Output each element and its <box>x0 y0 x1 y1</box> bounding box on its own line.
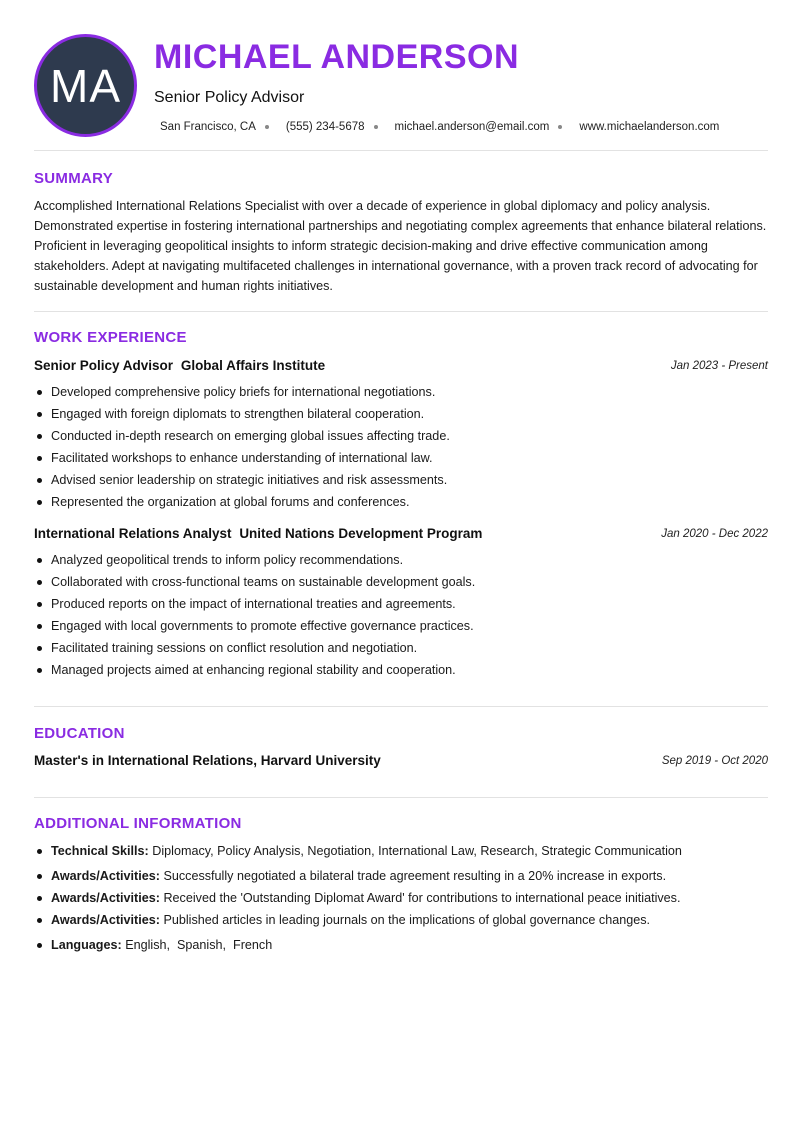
list-item <box>34 865 768 887</box>
info-label: Awards/Activities: <box>51 869 160 883</box>
job-header <box>34 526 768 544</box>
job-dates: Jan 2020 - Dec 2022 <box>661 528 768 540</box>
list-item: Represented the organization at global forums and conferences. <box>34 491 768 513</box>
avatar-initials: MA <box>50 59 121 112</box>
list-item <box>34 934 768 956</box>
info-text: Received the 'Outstanding Diplomat Award' for contributions to international peace initiatives. <box>163 891 681 905</box>
section-title-experience: WORK EXPERIENCE <box>34 329 187 346</box>
job-role: Senior Policy Advisor <box>34 358 174 373</box>
additional-info-list <box>34 840 768 956</box>
candidate-name: MICHAEL ANDERSON <box>154 38 520 76</box>
contact-website[interactable]: www.michaelanderson.com <box>579 121 720 133</box>
contact-phone: (555) 234-5678 <box>285 121 365 133</box>
job-bullets <box>34 549 768 681</box>
job-header <box>34 358 768 376</box>
list-item: Collaborated with cross-functional teams on sustainable development goals. <box>34 571 768 593</box>
job-organization: United Nations Development Program <box>239 526 483 541</box>
list-item: Facilitated workshops to enhance understanding of international law. <box>34 447 768 469</box>
job-dates: Jan 2023 - Present <box>670 360 768 372</box>
info-label: Languages: <box>51 938 122 952</box>
list-item: Managed projects aimed at enhancing regional stability and cooperation. <box>34 659 768 681</box>
education-degree: Master's in International Relations, Harvard University <box>34 753 381 768</box>
candidate-title: Senior Policy Advisor <box>154 89 305 106</box>
info-text: Diplomacy, Policy Analysis, Negotiation, International Law, Research, Strategic Communication <box>152 844 682 858</box>
job-organization: Global Affairs Institute <box>180 358 326 373</box>
separator-dot-icon <box>374 125 378 129</box>
contact-location: San Francisco, CA <box>160 121 256 133</box>
resume-header <box>34 34 768 138</box>
info-label: Awards/Activities: <box>51 891 160 905</box>
separator-dot-icon <box>558 125 562 129</box>
avatar <box>34 34 137 137</box>
divider <box>34 311 768 312</box>
list-item <box>34 887 768 909</box>
info-text: Published articles in leading journals on the implications of global governance changes. <box>163 913 651 927</box>
info-label: Technical Skills: <box>51 844 149 858</box>
divider <box>34 706 768 707</box>
list-item: Engaged with foreign diplomats to strengthen bilateral cooperation. <box>34 403 768 425</box>
job-role: International Relations Analyst <box>34 526 232 541</box>
info-label: Awards/Activities: <box>51 913 160 927</box>
list-item: Engaged with local governments to promote effective governance practices. <box>34 615 768 637</box>
divider <box>34 150 768 151</box>
list-item <box>34 909 768 931</box>
job-bullets <box>34 381 768 513</box>
section-title-education: EDUCATION <box>34 725 125 742</box>
info-text: Successfully negotiated a bilateral trade agreement resulting in a 20% increase in exports. <box>163 869 667 883</box>
list-item: Produced reports on the impact of international treaties and agreements. <box>34 593 768 615</box>
contact-info <box>160 121 719 133</box>
list-item: Advised senior leadership on strategic initiatives and risk assessments. <box>34 469 768 491</box>
list-item: Conducted in-depth research on emerging global issues affecting trade. <box>34 425 768 447</box>
list-item: Analyzed geopolitical trends to inform policy recommendations. <box>34 549 768 571</box>
section-title-summary: SUMMARY <box>34 170 114 187</box>
summary-text: Accomplished International Relations Specialist with over a decade of experience in global diplomacy and policy analysis. Demonstrated expertise in fostering international partnerships and negotiating complex agreements that enhance bilateral relations. Proficient in leveraging geopolitical insights to inform strategic decision-making and drive effective communication among stakeholders. Adept at navigating multifaceted challenges in international governance, with a proven track record of advocating for sustainable development and human rights initiatives. <box>34 199 767 293</box>
list-item: Facilitated training sessions on conflict resolution and negotiation. <box>34 637 768 659</box>
education-dates: Sep 2019 - Oct 2020 <box>661 755 768 767</box>
divider <box>34 797 768 798</box>
section-title-additional: ADDITIONAL INFORMATION <box>34 815 242 832</box>
list-item <box>34 840 768 862</box>
education-entry <box>34 753 768 771</box>
separator-dot-icon <box>265 125 269 129</box>
contact-email[interactable]: michael.anderson@email.com <box>394 121 550 133</box>
info-text: English, Spanish, French <box>125 938 273 952</box>
list-item: Developed comprehensive policy briefs for international negotiations. <box>34 381 768 403</box>
